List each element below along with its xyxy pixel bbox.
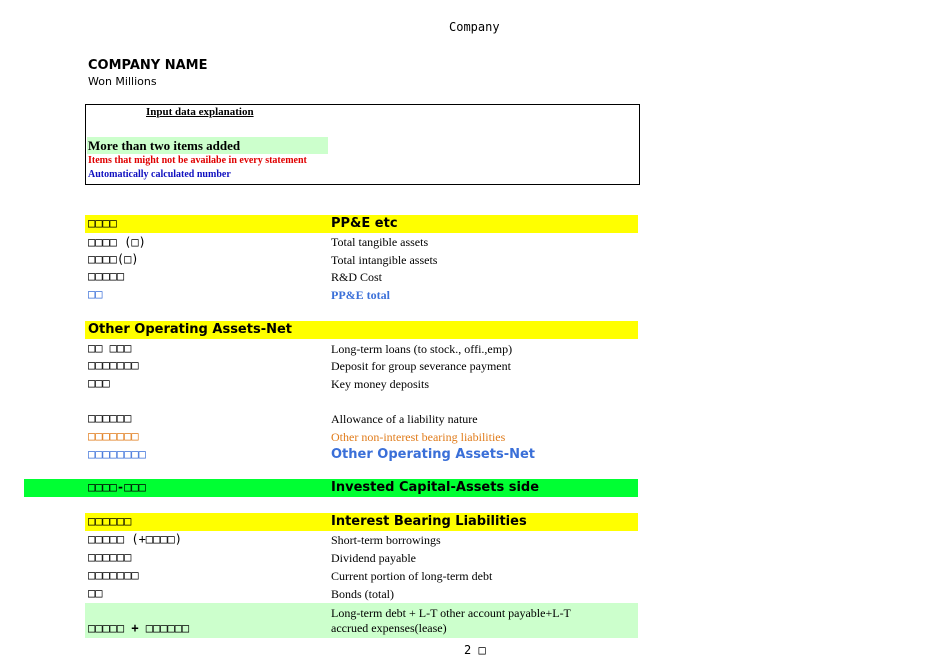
invested-capital-right: Invested Capital-Assets side xyxy=(331,480,540,495)
other-operating-row-right: Allowance of a liability nature xyxy=(331,412,478,426)
company-name: COMPANY NAME xyxy=(88,58,208,73)
ppe-header-left: □□□□ xyxy=(88,216,117,230)
ppe-row-left: □□□□□ xyxy=(88,269,125,283)
other-operating-header: Other Operating Assets-Net xyxy=(88,322,293,337)
interest-bearing-row-left: □□ xyxy=(88,586,103,600)
interest-bearing-row-left: □□□□□ (+□□□□) xyxy=(88,532,182,546)
ppe-row-right: Total intangible assets xyxy=(331,253,438,267)
ppe-row-right: R&D Cost xyxy=(331,270,383,284)
interest-bearing-row-left: □□□□□□ xyxy=(88,550,132,564)
page-number: 2 □ xyxy=(464,643,486,657)
ppe-total-right: PP&E total xyxy=(331,288,390,302)
interest-bearing-row-right: Short-term borrowings xyxy=(331,533,441,547)
interest-bearing-row-right: Bonds (total) xyxy=(331,587,394,601)
interest-bearing-row-right: Current portion of long-term debt xyxy=(331,569,493,583)
long-term-debt-right-line1: Long-term debt + L-T other account payable+L-T xyxy=(331,606,571,620)
page-header-title: Company xyxy=(449,20,500,34)
legend-may-not-available: Items that might not be availabe in every statement xyxy=(88,155,307,166)
other-operating-row-left: □□□ xyxy=(88,376,110,390)
legend-auto-calculated: Automatically calculated number xyxy=(88,169,231,180)
legend-more-items: More than two items added xyxy=(88,138,241,153)
other-operating-row-right: Other non-interest bearing liabilities xyxy=(331,430,506,444)
other-operating-total-right: Other Operating Assets-Net xyxy=(331,447,536,462)
other-operating-row-left: □□ □□□ xyxy=(88,341,132,355)
other-operating-row-left: □□□□□□□ xyxy=(88,358,139,372)
ppe-total-left: □□ xyxy=(88,287,103,301)
invested-capital-left: □□□□-□□□ xyxy=(88,480,146,494)
long-term-debt-right-line2: accrued expenses(lease) xyxy=(331,621,447,635)
interest-bearing-row-left: □□□□□□□ xyxy=(88,568,139,582)
other-operating-row-right: Deposit for group severance payment xyxy=(331,359,511,373)
ppe-row-left: □□□□ (□) xyxy=(88,235,146,249)
ppe-row-left: □□□□(□) xyxy=(88,252,139,266)
interest-bearing-row-right: Dividend payable xyxy=(331,551,416,565)
legend-title: Input data explanation xyxy=(146,106,254,118)
interest-bearing-header-left: □□□□□□ xyxy=(88,514,132,528)
other-operating-total-left: □□□□□□□□ xyxy=(88,447,146,461)
long-term-debt-left: □□□□□ + □□□□□□ xyxy=(88,621,190,635)
other-operating-row-left: □□□□□□□ xyxy=(88,429,139,443)
other-operating-row-right: Key money deposits xyxy=(331,377,429,391)
ppe-row-right: Total tangible assets xyxy=(331,235,429,249)
other-operating-row-left: □□□□□□ xyxy=(88,411,132,425)
interest-bearing-header-right: Interest Bearing Liabilities xyxy=(331,514,527,529)
units-label: Won Millions xyxy=(88,75,157,88)
other-operating-row-right: Long-term loans (to stock., offi.,emp) xyxy=(331,342,513,356)
ppe-header-right: PP&E etc xyxy=(331,216,398,231)
